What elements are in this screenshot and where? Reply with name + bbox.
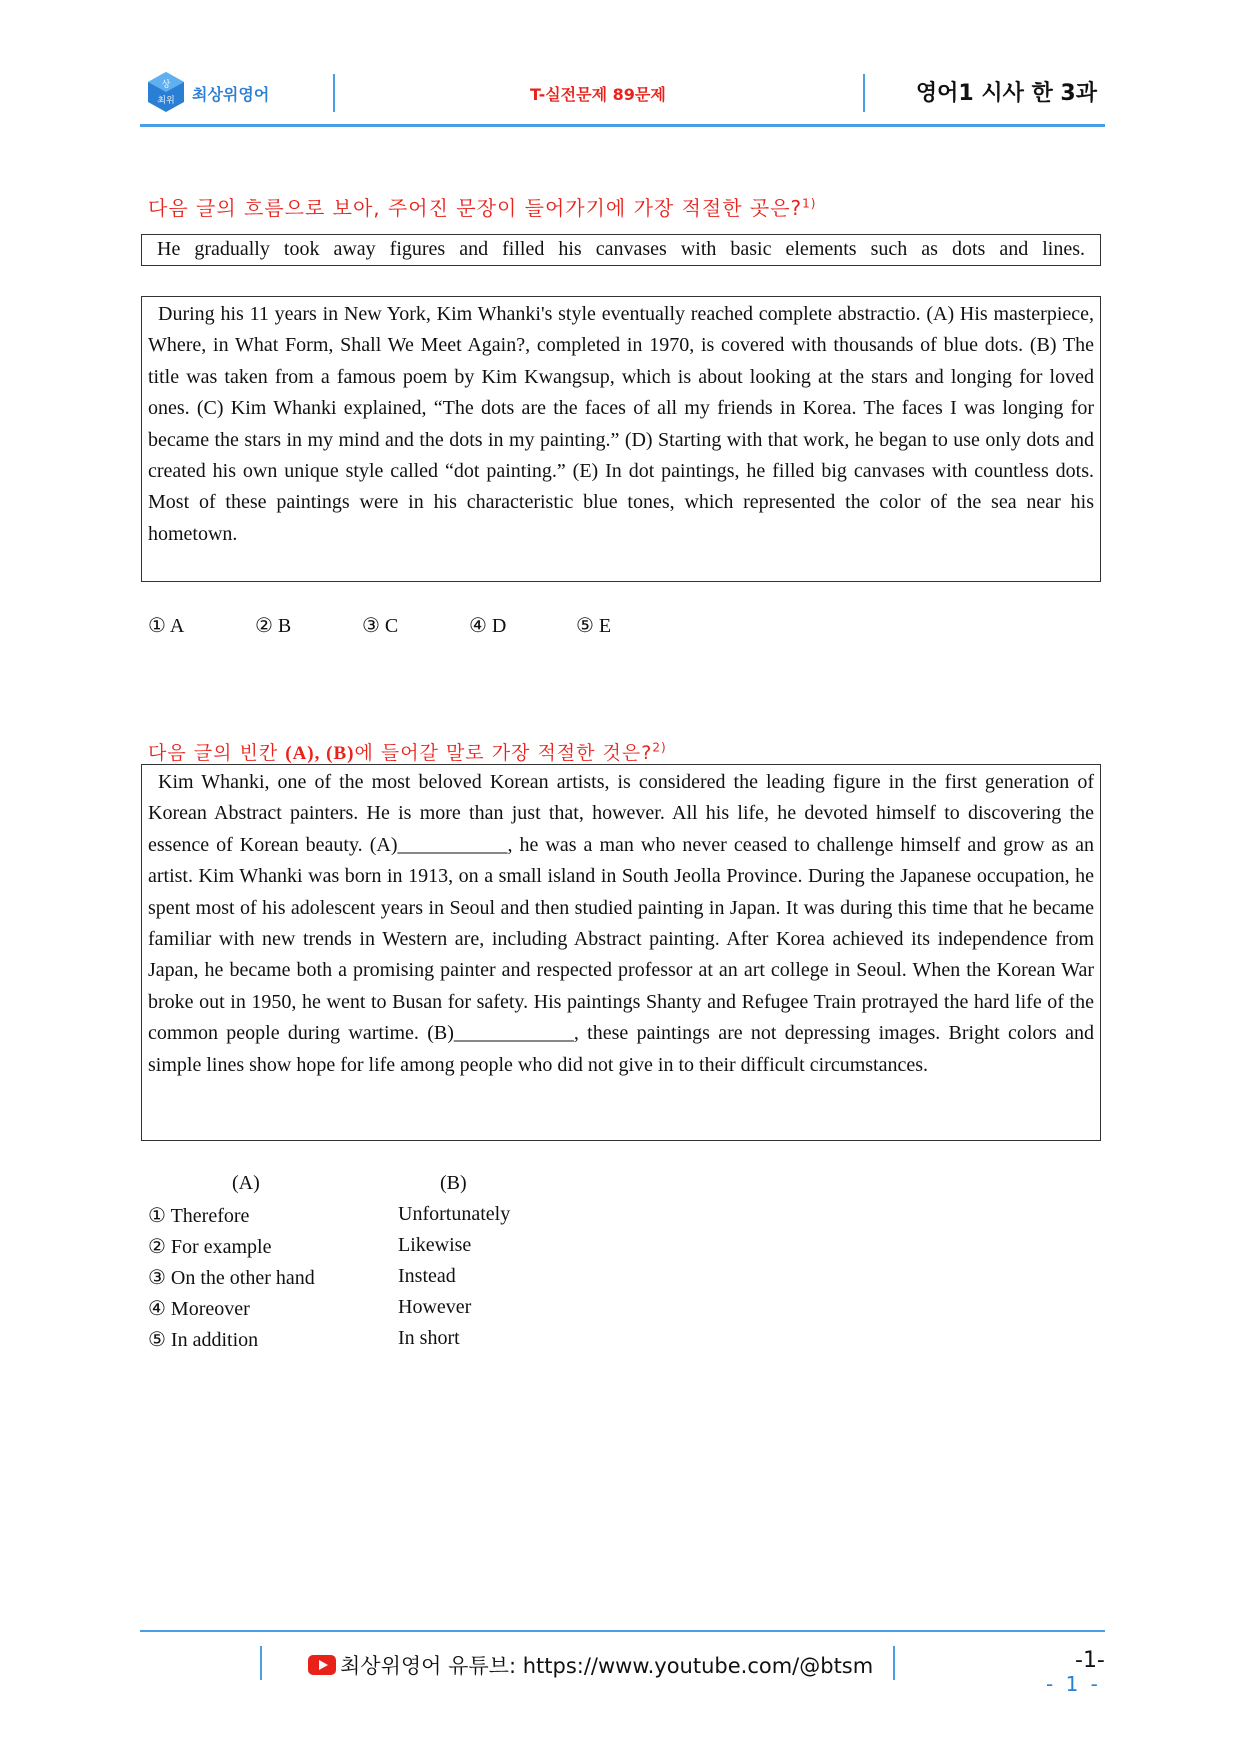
question-1-passage-box: [141, 296, 1101, 582]
choice-item[interactable]: ④ D: [469, 615, 507, 637]
logo-text-bottom: 최위: [157, 96, 175, 106]
choice-b: In short: [398, 1327, 460, 1349]
choice-b: Instead: [398, 1265, 456, 1287]
question-2-note: 2): [652, 740, 667, 755]
header-divider: [863, 74, 865, 112]
question-2-title-latin: (A), (B): [285, 743, 355, 764]
choice-item[interactable]: ① A: [148, 615, 185, 637]
choice-b: However: [398, 1296, 472, 1318]
logo-text-top: 상: [161, 80, 171, 90]
page-number: -1-: [1075, 1648, 1105, 1673]
choice-item[interactable]: ③ C: [362, 615, 399, 637]
question-2-title: [148, 738, 667, 765]
page-number-secondary: - 1 -: [1046, 1672, 1101, 1696]
header-rule: [140, 124, 1105, 127]
footer-rule: [140, 1630, 1105, 1632]
header-course-title: 영어1 시사 한 3과: [915, 81, 1097, 106]
header-center-title: T-실전문제 89문제: [530, 85, 666, 104]
given-sentence: He gradually took away figures and filled his canvases with basic elements such as dots and lines.: [157, 238, 1085, 260]
column-a-header: (A): [232, 1172, 260, 1194]
footer-youtube-link[interactable]: [308, 1650, 873, 1680]
choice-item[interactable]: ⑤ E: [576, 615, 612, 637]
header-divider: [333, 74, 335, 112]
column-b-header: (B): [440, 1172, 467, 1194]
footer-divider: [260, 1646, 262, 1680]
brand-name: 최상위영어: [192, 85, 270, 104]
choice-b: Likewise: [398, 1234, 472, 1256]
footer-text: 최상위영어 유튜브: https://www.youtube.com/@btsm: [340, 1654, 874, 1678]
question-2-passage: Kim Whanki, one of the most beloved Korean artists, is considered the leading figure in the first generation of Korean Abstract painters. He is more than just that, however. All his life, he devoted himself to discovering the essence of Korean beauty. (A)___________, he was a man who never ceased to challenge himself and grow as an artist. Kim Whanki was born in 1913, on a small island in South Jeolla Province. During the Japanese occupation, he spent most of his adolescent years in Seoul and then studied painting in Japan. It was during this time that he became familiar with new trends in Western are, including Abstract painting. After Korea achieved its independence from Japan, he became both a promising painter and respected professor at an art college in Seoul. When the Korean War broke out in 1950, he went to Busan for safety. His paintings Shanty and Refugee Train protrayed the hard life of the common people during wartime. (B)____________, these paintings are not depressing images. Bright colors and simple lines show hope for life among people who did not give in to their difficult circumstances.: [148, 771, 1094, 1076]
choice-a: ④ Moreover: [148, 1298, 250, 1320]
question-1-title-text: 다음 글의 흐름으로 보아, 주어진 문장이 들어가기에 가장 적절한 곳은?: [148, 196, 803, 220]
choice-item[interactable]: ② B: [255, 615, 292, 637]
given-sentence-box: [141, 234, 1101, 266]
choice-a: ③ On the other hand: [148, 1267, 315, 1289]
question-1-passage: During his 11 years in New York, Kim Whanki's style eventually reached complete abstractio. (A) His masterpiece, Where, in What Form, Shall We Meet Again?, completed in 1970, is covered with thousands of blue dots. (B) The title was taken from a famous poem by Kim Kwangsup, which is about looking at the stars and longing for loved ones. (C) Kim Whanki explained, “The dots are the faces of all my friends in Korea. The faces I was longing for became the stars in my mind and the dots in my painting.” (D) Starting with that work, he began to use only dots and created his own unique style called “dot painting.” (E) In dot paintings, he filled big canvases with countless dots. Most of these paintings were in his characteristic blue tones, which represented the color of the sea near his hometown.: [148, 303, 1094, 545]
footer-divider: [893, 1646, 895, 1680]
choice-a: ② For example: [148, 1236, 272, 1258]
question-1-title: [148, 192, 816, 221]
question-2-title-post: 에 들어갈 말로 가장 적절한 것은?: [354, 742, 653, 764]
choice-a: ⑤ In addition: [148, 1329, 259, 1351]
page-header: [140, 70, 1105, 126]
choice-a: ① Therefore: [148, 1205, 250, 1227]
question-1-note: 1): [802, 196, 817, 211]
choice-b: Unfortunately: [398, 1203, 511, 1225]
youtube-icon: [308, 1655, 336, 1675]
question-2-title-pre: 다음 글의 빈칸: [148, 742, 286, 764]
brand-logo-icon: [148, 72, 184, 112]
question-2-passage-box: [141, 764, 1101, 1141]
